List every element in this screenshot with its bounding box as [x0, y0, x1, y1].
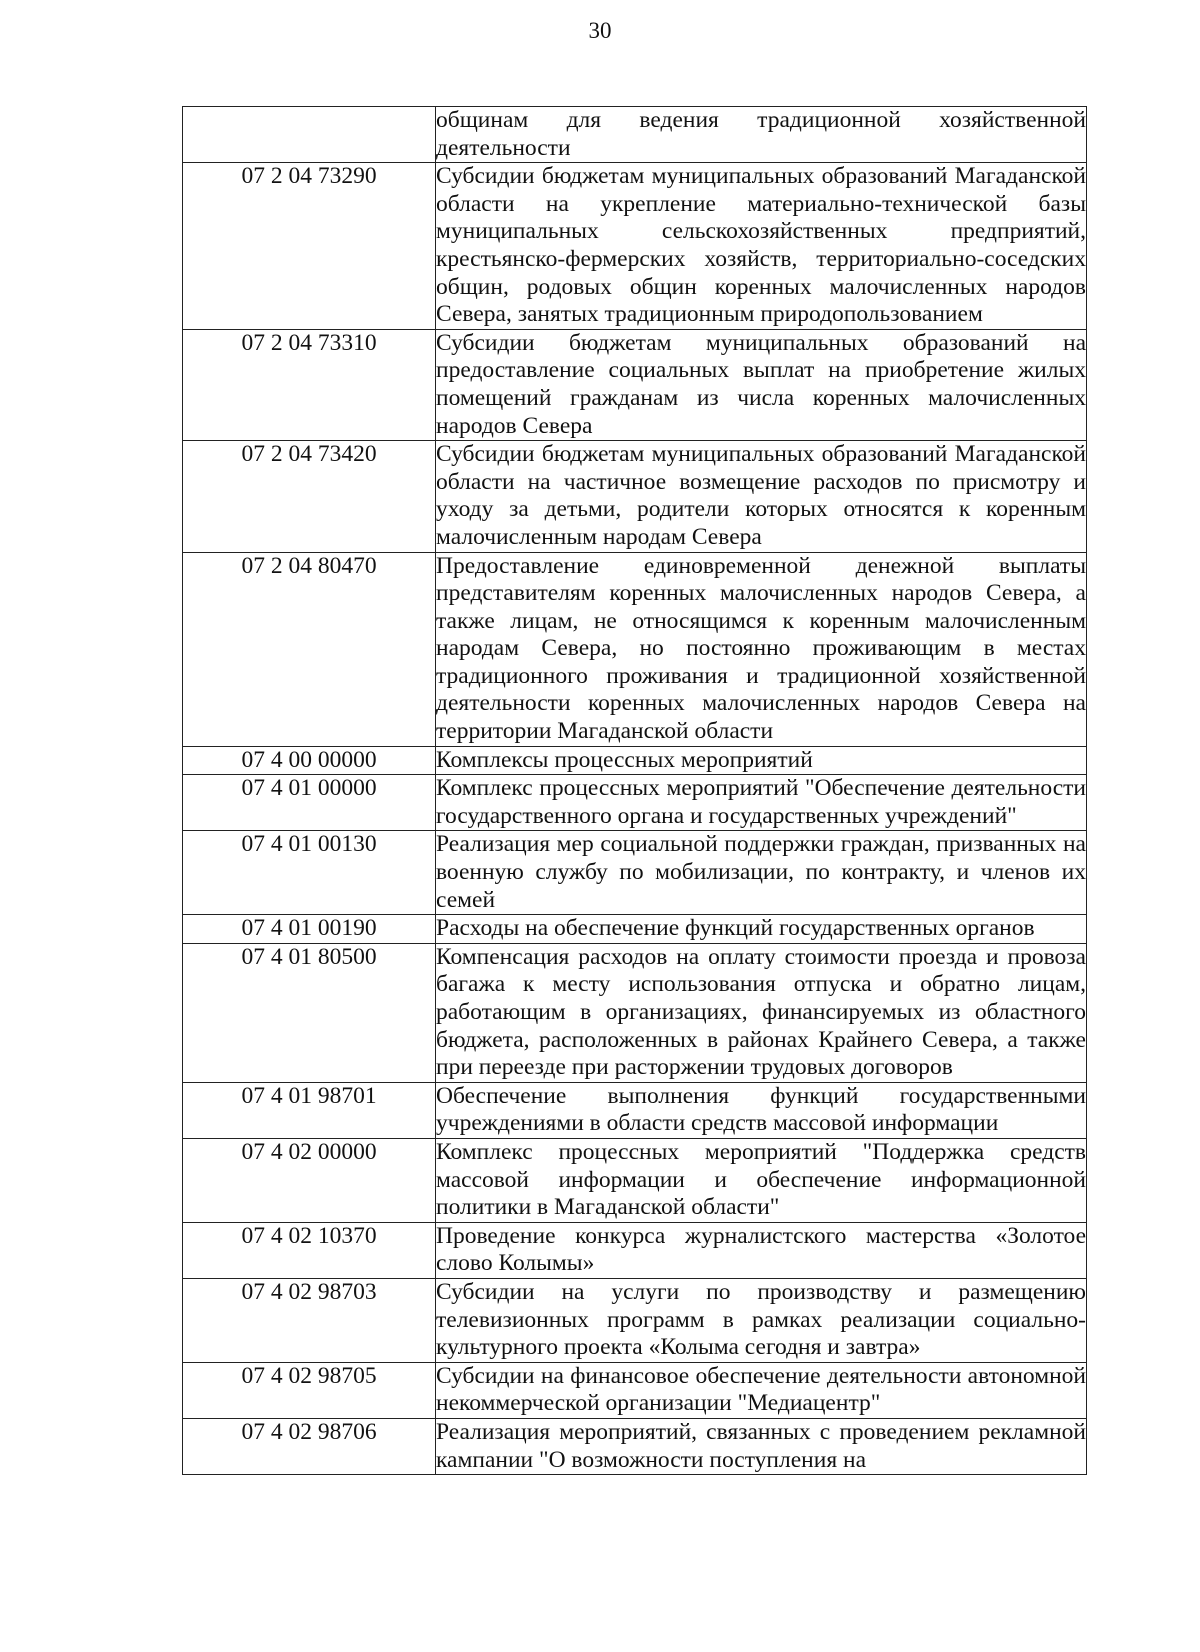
- code-cell: 07 2 04 73420: [183, 441, 436, 552]
- table-row: [183, 943, 1087, 1082]
- table-row: [183, 1222, 1087, 1278]
- code-cell: 07 2 04 80470: [183, 552, 436, 746]
- code-cell: 07 4 01 00000: [183, 775, 436, 831]
- description-cell: Проведение конкурса журналистского мастерства «Золотое слово Колымы»: [436, 1222, 1087, 1278]
- table-row: [183, 552, 1087, 746]
- budget-classification-table: [182, 106, 1087, 1475]
- code-cell: 07 4 00 00000: [183, 746, 436, 775]
- table-row: [183, 1082, 1087, 1138]
- description-cell: Субсидии на услуги по производству и размещению телевизионных программ в рамках реализации социально-культурного проекта «Колыма сегодня и завтра»: [436, 1278, 1087, 1362]
- table-row: [183, 107, 1087, 163]
- table-row: [183, 163, 1087, 330]
- description-cell: Обеспечение выполнения функций государственными учреждениями в области средств массовой информации: [436, 1082, 1087, 1138]
- table-row: [183, 1278, 1087, 1362]
- code-cell: 07 4 01 80500: [183, 943, 436, 1082]
- code-cell: 07 4 01 00190: [183, 915, 436, 944]
- description-cell: Субсидии бюджетам муниципальных образований Магаданской области на частичное возмещение расходов по присмотру и уходу за детьми, родители которых относятся к коренным малочисленным народам Севера: [436, 441, 1087, 552]
- description-cell: Субсидии бюджетам муниципальных образований на предоставление социальных выплат на приобретение жилых помещений гражданам из числа коренных малочисленных народов Севера: [436, 329, 1087, 440]
- table-row: [183, 1362, 1087, 1418]
- code-cell: 07 2 04 73290: [183, 163, 436, 330]
- description-cell: Комплекс процессных мероприятий "Поддержка средств массовой информации и обеспечение информационной политики в Магаданской области": [436, 1138, 1087, 1222]
- table-row: [183, 915, 1087, 944]
- code-cell: 07 4 02 98705: [183, 1362, 436, 1418]
- description-cell: Реализация мероприятий, связанных с проведением рекламной кампании "О возможности поступления на: [436, 1418, 1087, 1474]
- table-row: [183, 329, 1087, 440]
- description-cell: Субсидии бюджетам муниципальных образований Магаданской области на укрепление материально-технической базы муниципальных сельскохозяйственных предприятий, крестьянско-фермерских хозяйств, территориально-соседских общин, родовых общин коренных малочисленных народов Севера, занятых традиционным природопользованием: [436, 163, 1087, 330]
- code-cell: 07 4 02 98703: [183, 1278, 436, 1362]
- code-cell: 07 2 04 73310: [183, 329, 436, 440]
- table-row: [183, 775, 1087, 831]
- table-row: [183, 1418, 1087, 1474]
- table-row: [183, 831, 1087, 915]
- code-cell: 07 4 02 00000: [183, 1138, 436, 1222]
- description-cell: Комплексы процессных мероприятий: [436, 746, 1087, 775]
- table-row: [183, 1138, 1087, 1222]
- description-cell: Субсидии на финансовое обеспечение деятельности автономной некоммерческой организации "Медиацентр": [436, 1362, 1087, 1418]
- description-cell: Реализация мер социальной поддержки граждан, призванных на военную службу по мобилизации, по контракту, и членов их семей: [436, 831, 1087, 915]
- code-cell: 07 4 01 98701: [183, 1082, 436, 1138]
- page-number: 30: [588, 18, 612, 43]
- code-cell: [183, 107, 436, 163]
- description-cell: общинам для ведения традиционной хозяйственной деятельности: [436, 107, 1087, 163]
- description-cell: Компенсация расходов на оплату стоимости проезда и провоза багажа к месту использования отпуска и обратно лицам, работающим в организациях, финансируемых из областного бюджета, расположенных в районах Крайнего Севера, а также при переезде при расторжении трудовых договоров: [436, 943, 1087, 1082]
- description-cell: Комплекс процессных мероприятий "Обеспечение деятельности государственного органа и государственных учреждений": [436, 775, 1087, 831]
- table-row: [183, 746, 1087, 775]
- code-cell: 07 4 01 00130: [183, 831, 436, 915]
- code-cell: 07 4 02 10370: [183, 1222, 436, 1278]
- description-cell: Предоставление единовременной денежной выплаты представителям коренных малочисленных народов Севера, а также лицам, не относящимся к коренным малочисленным народам Севера, но постоянно проживающим в местах традиционного проживания и традиционной хозяйственной деятельности коренных малочисленных народов Севера на территории Магаданской области: [436, 552, 1087, 746]
- table-row: [183, 441, 1087, 552]
- description-cell: Расходы на обеспечение функций государственных органов: [436, 915, 1087, 944]
- code-cell: 07 4 02 98706: [183, 1418, 436, 1474]
